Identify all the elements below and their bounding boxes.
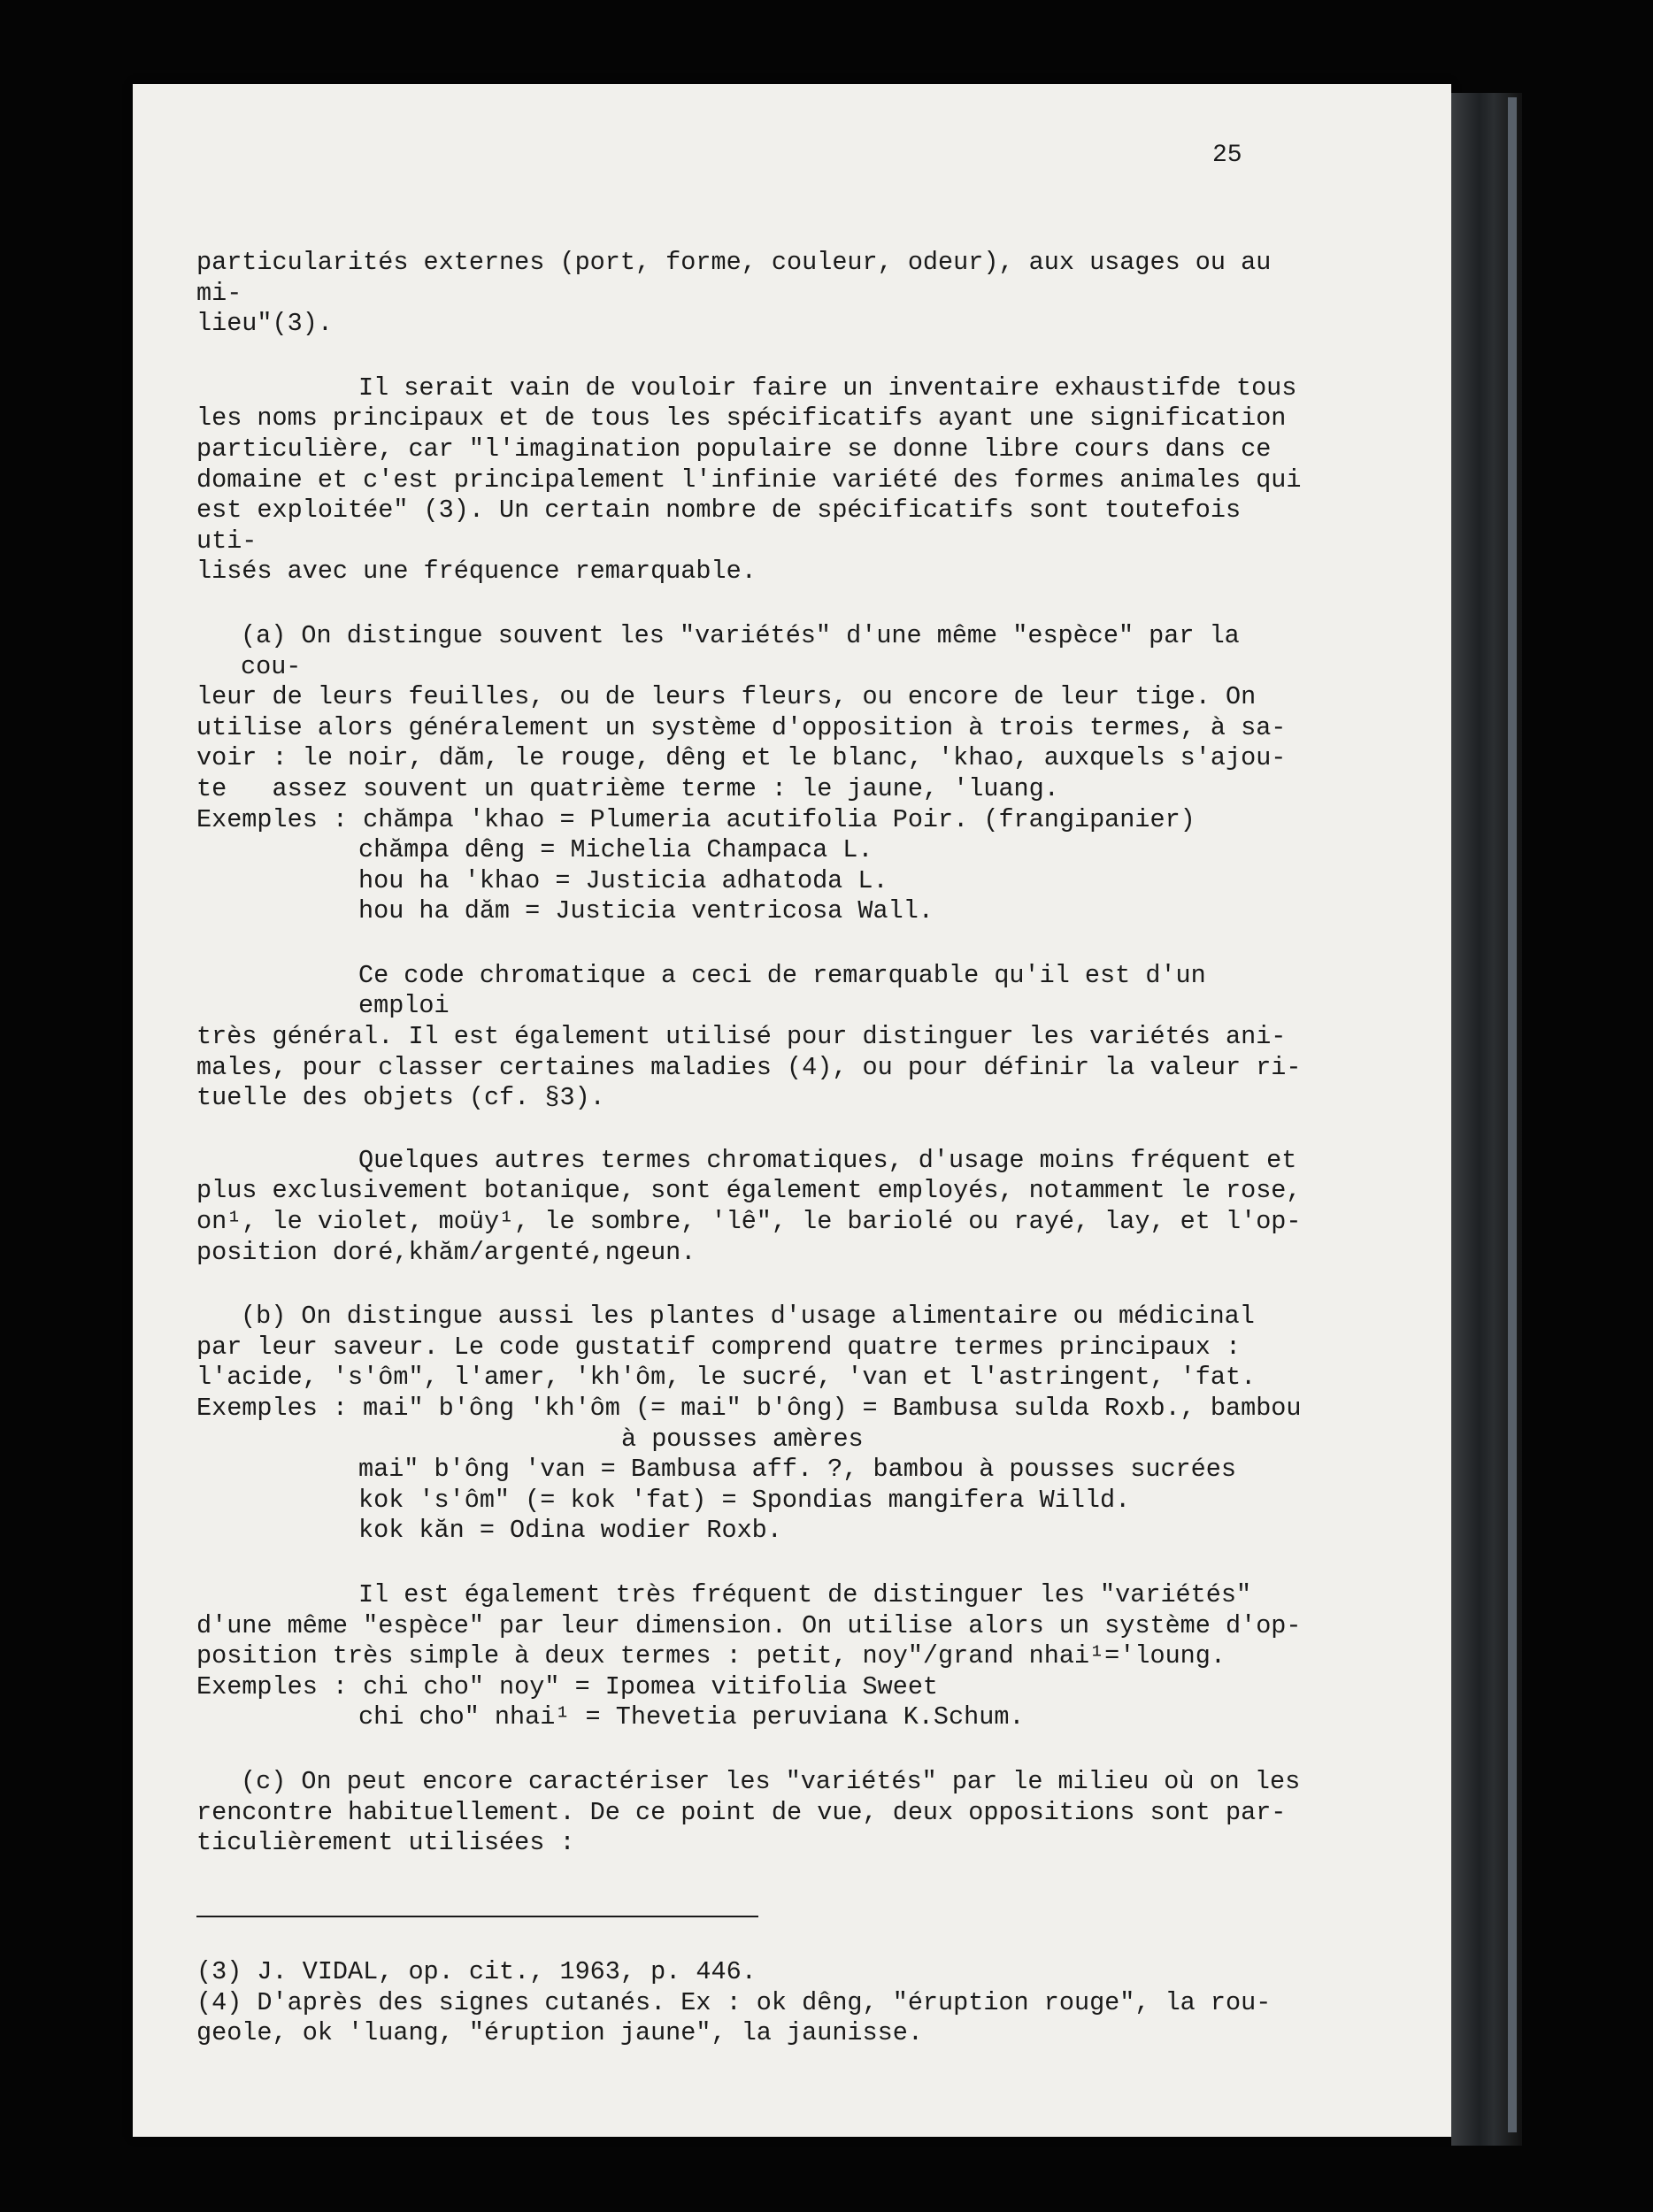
text-line: l'acide, 's'ôm", l'amer, 'kh'ôm, le sucré, 'van et l'astringent, 'fat. bbox=[196, 1363, 1257, 1393]
binding-strip bbox=[1508, 97, 1517, 2132]
text-line: hou ha 'khao = Justicia adhatoda L. bbox=[358, 865, 888, 895]
text-line: hou ha dăm = Justicia ventricosa Wall. bbox=[358, 896, 934, 926]
text-line: à pousses amères bbox=[621, 1424, 864, 1454]
footnote: (4) D'après des signes cutanés. Ex : ok dêng, "éruption rouge", la rou- bbox=[196, 1987, 1272, 2017]
text-line: (a) On distingue souvent les "variétés" d'une même "espèce" par la cou- bbox=[241, 620, 1240, 681]
text-line: kok kăn = Odina wodier Roxb. bbox=[358, 1516, 782, 1546]
text-line: d'une même "espèce" par leur dimension. On utilise alors un système d'op- bbox=[196, 1610, 1302, 1640]
text-line: Exemples : chămpa 'khao = Plumeria acutifolia Poir. (frangipanier) bbox=[196, 804, 1196, 834]
text-line: (b) On distingue aussi les plantes d'usage alimentaire ou médicinal bbox=[241, 1302, 1255, 1332]
text-line: rencontre habituellement. De ce point de vue, deux oppositions sont par- bbox=[196, 1797, 1287, 1827]
text-line: Il est également très fréquent de distinguer les "variétés" bbox=[358, 1579, 1252, 1609]
text-line: mai" b'ông 'van = Bambusa aff. ?, bambou à pousses sucrées bbox=[358, 1455, 1236, 1485]
text-line: chămpa dêng = Michelia Champaca L. bbox=[358, 835, 873, 865]
text-line: les noms principaux et de tous les spécificatifs ayant une signification bbox=[196, 403, 1287, 434]
text-line: domaine et c'est principalement l'infinie variété des formes animales qui bbox=[196, 465, 1302, 495]
text-line: particularités externes (port, forme, couleur, odeur), aux usages ou au mi- bbox=[196, 248, 1272, 308]
text-line: kok 's'ôm" (= kok 'fat) = Spondias mangifera Willd. bbox=[358, 1485, 1131, 1515]
text-line: Il serait vain de vouloir faire un inventaire exhaustifde tous bbox=[358, 373, 1297, 403]
text-line: position doré,khăm/argenté,ngeun. bbox=[196, 1237, 696, 1267]
text-line: leur de leurs feuilles, ou de leurs fleurs, ou encore de leur tige. On bbox=[196, 682, 1257, 712]
text-line: voir : le noir, dăm, le rouge, dêng et le blanc, 'khao, auxquels s'ajou- bbox=[196, 743, 1287, 773]
text-line: particulière, car "l'imagination populaire se donne libre cours dans ce bbox=[196, 434, 1272, 464]
footnote-rule bbox=[196, 1916, 758, 1917]
text-line: lisés avec une fréquence remarquable. bbox=[196, 557, 757, 587]
footnote: (3) J. VIDAL, op. cit., 1963, p. 446. bbox=[196, 1957, 757, 1986]
text-line: ticulièrement utilisées : bbox=[196, 1828, 575, 1858]
text-line: te assez souvent un quatrième terme : le jaune, 'luang. bbox=[196, 773, 1059, 803]
text-line: on¹, le violet, moüy¹, le sombre, 'lê", le bariolé ou rayé, lay, et l'op- bbox=[196, 1207, 1302, 1237]
footnote: geole, ok 'luang, "éruption jaune", la jaunisse. bbox=[196, 2018, 923, 2048]
text-line: est exploitée" (3). Un certain nombre de spécificatifs sont toutefois uti- bbox=[196, 495, 1242, 556]
text-line: Ce code chromatique a ceci de remarquable qu'il est d'un emploi bbox=[358, 960, 1206, 1021]
text-line: chi cho" nhai¹ = Thevetia peruviana K.Schum. bbox=[358, 1702, 1025, 1732]
text-line: males, pour classer certaines maladies (4), ou pour définir la valeur ri- bbox=[196, 1052, 1302, 1082]
text-line: utilise alors généralement un système d'opposition à trois termes, à sa- bbox=[196, 712, 1287, 742]
text-line: Quelques autres termes chromatiques, d'usage moins fréquent et bbox=[358, 1145, 1297, 1175]
text-line: plus exclusivement botanique, sont également employés, notamment le rose, bbox=[196, 1176, 1302, 1206]
text-line: position très simple à deux termes : petit, noy"/grand nhai¹='loung. bbox=[196, 1641, 1226, 1671]
text-line: tuelle des objets (cf. §3). bbox=[196, 1083, 605, 1113]
page-number: 25 bbox=[1212, 142, 1242, 169]
text-line: lieu"(3). bbox=[196, 309, 333, 339]
text-line: Exemples : chi cho" noy" = Ipomea vitifolia Sweet bbox=[196, 1671, 939, 1701]
text-line: (c) On peut encore caractériser les "variétés" par le milieu où on les bbox=[241, 1766, 1301, 1796]
text-line: Exemples : mai" b'ông 'kh'ôm (= mai" b'ông) = Bambusa sulda Roxb., bambou bbox=[196, 1394, 1302, 1423]
text-line: par leur saveur. Le code gustatif comprend quatre termes principaux : bbox=[196, 1332, 1242, 1362]
footnotes bbox=[196, 1957, 1311, 2049]
text-line: très général. Il est également utilisé pour distinguer les variétés ani- bbox=[196, 1022, 1287, 1052]
body-text bbox=[196, 248, 1311, 1859]
